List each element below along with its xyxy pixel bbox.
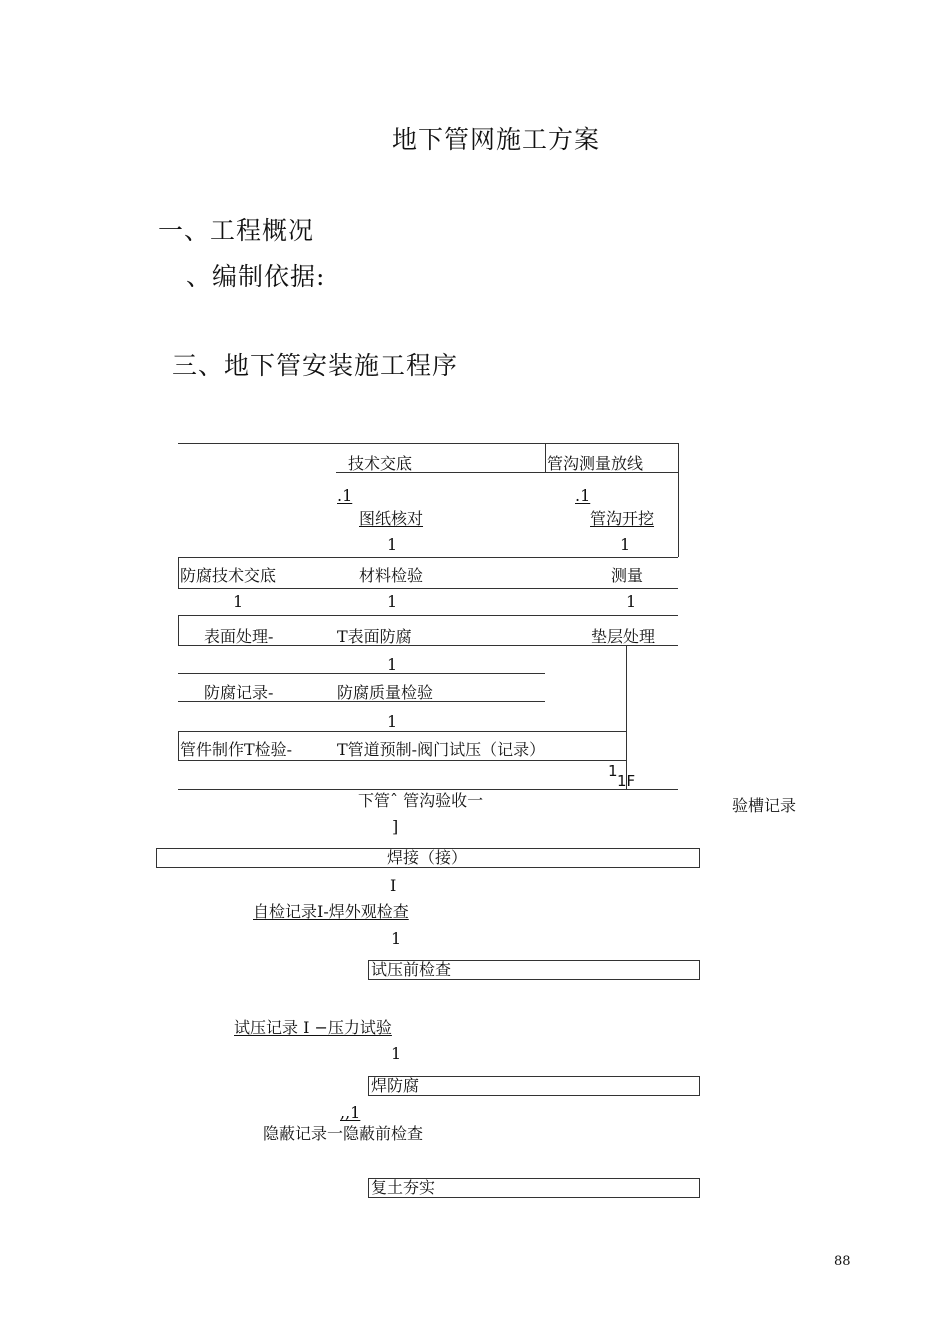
step-pressure-test: 试压记录 I −压力试验 <box>234 1018 392 1037</box>
line <box>545 443 546 473</box>
step-pre-pressure-check-box <box>368 960 700 980</box>
section-heading-basis: 、编制依据: <box>186 262 326 291</box>
arrow-mark: 1 <box>620 535 631 554</box>
arrow-mark: 1 <box>387 655 398 674</box>
document-title: 地下管网施工方案 <box>392 125 601 154</box>
line <box>178 588 678 589</box>
glyph-mark: 1 <box>608 762 618 780</box>
step-trench-survey: 管沟测量放线 <box>547 454 644 473</box>
line <box>178 615 678 616</box>
line <box>678 443 679 557</box>
arrow-mark: ] <box>392 817 399 836</box>
step-anticorrosion-quality: 防腐质量检验 <box>337 683 434 702</box>
step-pipe-prefabrication: T管道预制-阀门试压（记录） <box>337 740 546 759</box>
arrow-mark: 1 <box>233 592 244 611</box>
step-concealed-check: 隐蔽记录一隐蔽前检查 <box>263 1124 424 1143</box>
arrow-mark: 1 <box>387 712 398 731</box>
arrow-mark: 1 <box>387 592 398 611</box>
step-anticorrosion-record: 防腐记录- <box>204 683 274 702</box>
line <box>178 789 678 790</box>
line <box>178 557 179 589</box>
step-cushion-treatment: 垫层处理 <box>591 627 656 646</box>
line <box>178 731 626 732</box>
line <box>178 557 678 558</box>
step-weld-anticorrosion: 焊防腐 <box>371 1076 420 1095</box>
line <box>178 760 626 761</box>
step-welding-box <box>156 848 700 868</box>
line <box>178 673 545 674</box>
line <box>178 731 179 760</box>
line <box>626 645 627 790</box>
step-trench-excavation: 管沟开挖 <box>590 509 655 528</box>
step-survey: 测量 <box>611 566 644 585</box>
glyph-mark: 1F <box>617 772 636 790</box>
section-heading-procedure: 三、地下管安装施工程序 <box>172 351 459 380</box>
page-number: 88 <box>834 1254 851 1269</box>
arrow-mark: .1 <box>575 486 591 505</box>
step-technical-briefing: 技术交底 <box>348 454 413 473</box>
arrow-mark: .1 <box>337 486 353 505</box>
step-backfill: 复土夯实 <box>371 1178 436 1197</box>
section-heading-overview: 一、工程概况 <box>158 216 315 245</box>
step-pre-pressure-check: 试压前检查 <box>371 960 452 979</box>
line <box>178 443 678 444</box>
arrow-mark: I <box>390 876 397 895</box>
arrow-mark: 1 <box>626 592 637 611</box>
step-weld-visual-check: 自检记录I-焊外观检查 <box>253 902 409 921</box>
step-trench-record: 验槽记录 <box>732 796 797 815</box>
step-drawing-check: 图纸核对 <box>359 509 424 528</box>
step-backfill-box <box>368 1178 700 1198</box>
step-surface-treatment: 表面处理- <box>204 627 274 646</box>
step-pipe-lowering: 下管ˆ 管沟验收一 <box>358 791 484 810</box>
arrow-mark: ,,1 <box>340 1103 361 1122</box>
step-surface-anticorrosion: T表面防腐 <box>337 627 412 646</box>
step-weld-anticorrosion-box <box>368 1076 700 1096</box>
line <box>178 615 179 645</box>
step-fitting-fabrication: 管件制作T检验- <box>180 740 293 759</box>
arrow-mark: 1 <box>391 1044 402 1063</box>
arrow-mark: 1 <box>391 929 402 948</box>
arrow-mark: 1 <box>387 535 398 554</box>
step-material-inspection: 材料检验 <box>359 566 424 585</box>
step-anticorrosion-briefing: 防腐技术交底 <box>180 566 277 585</box>
step-welding: 焊接（接） <box>387 848 468 867</box>
